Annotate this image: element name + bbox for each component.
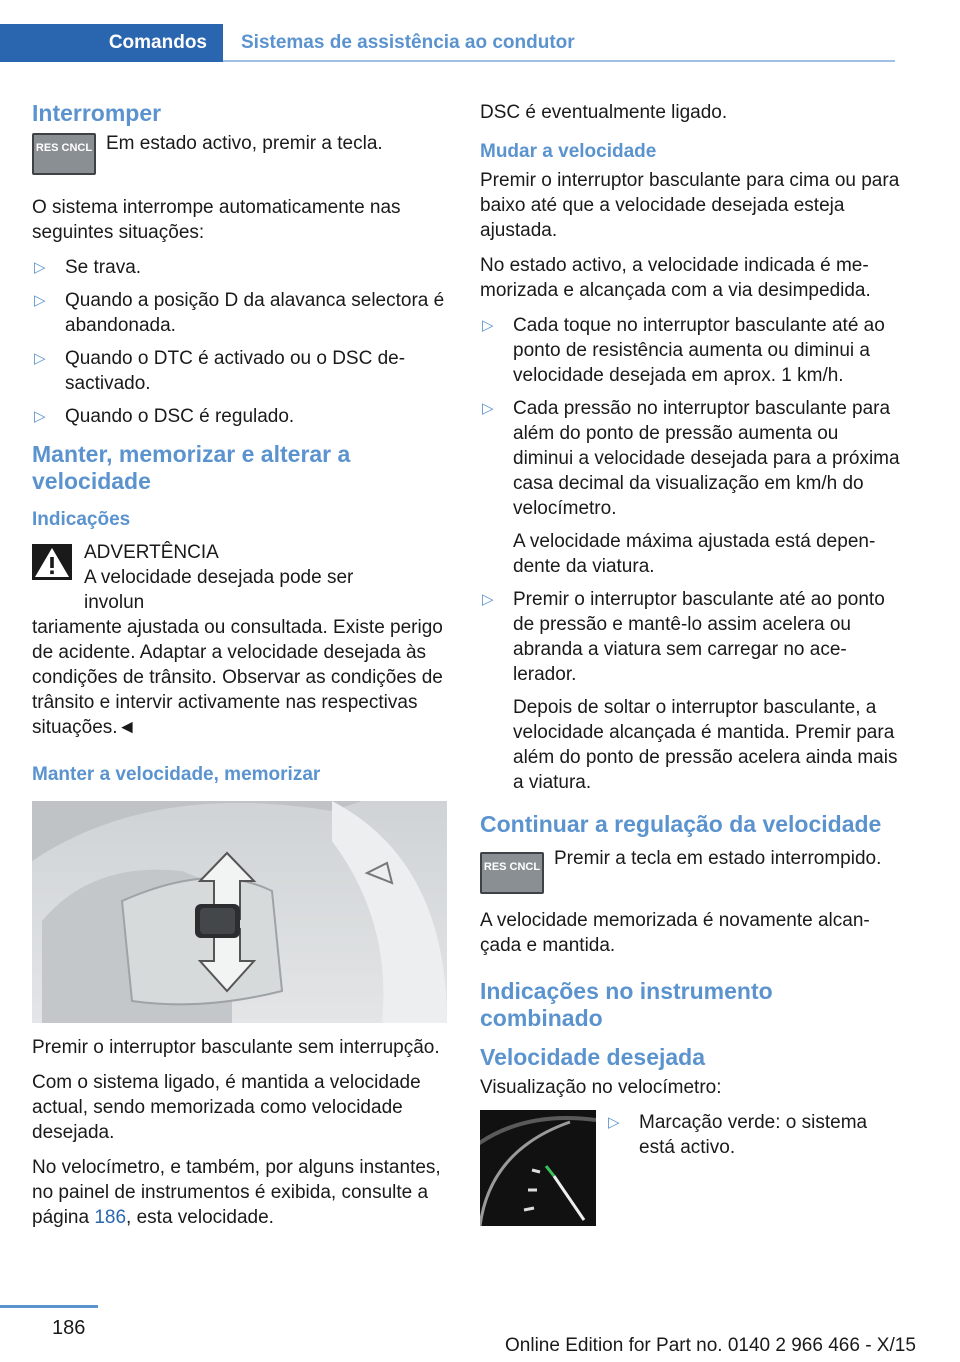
bullet-triangle-icon: ▷ <box>34 408 46 425</box>
interromper-list <box>32 255 450 429</box>
left-column <box>32 100 450 1240</box>
list-item: ▷ Quando a posição D da alavanca selectora é abandonada. <box>34 290 445 336</box>
heading-mudar: Mudar a velocidade <box>480 141 657 162</box>
warning-title: ADVERTÊNCIA <box>84 542 219 563</box>
bullet-triangle-icon: ▷ <box>34 292 46 309</box>
heading-interromper: Interromper <box>32 100 162 126</box>
mudar-p2: No estado activo, a velocidade indicada é memorizada e alcançada com a via desimpedida. <box>480 255 871 301</box>
bullet-triangle-icon: ▷ <box>34 259 46 276</box>
page-number-rule <box>0 1305 98 1308</box>
speedometer-image <box>480 1110 596 1226</box>
list-item: ▷ Marcação verde: o sistema está activo. <box>608 1112 868 1158</box>
visualizacao-text: Visualização no velocímetro: <box>480 1077 722 1098</box>
warning-triangle-icon <box>32 544 72 580</box>
key-instruction: Em estado activo, premir a tecla. <box>106 133 383 154</box>
bullet-triangle-icon: ▷ <box>608 1114 620 1131</box>
page-link[interactable]: 186 <box>94 1207 127 1228</box>
heading-velocidade-desejada: Velocidade desejada <box>480 1044 706 1070</box>
heading-continuar: Continuar a regulação da velocidade <box>480 811 882 837</box>
list-item: ▷ Quando o DSC é regulado. <box>34 406 295 427</box>
warning-block <box>32 540 450 740</box>
heading-manter-velocidade: Manter a velocidade, memorizar <box>32 764 321 785</box>
dsc-text: DSC é eventualmente ligado. <box>480 102 728 123</box>
list-item: ▷ Cada toque no interruptor basculante até ao ponto de resistência aumenta ou diminui a velocidade desejada em aprox. 1 km/h. <box>482 315 885 386</box>
section-tab[interactable]: Comandos <box>0 24 223 62</box>
bullet-triangle-icon: ▷ <box>34 350 46 367</box>
warning-text: A velocidade desejada pode ser involun tariamente ajustada ou consultada. Existe perigo de acidente. Adaptar a velocidade desejada às condições de trânsito. Observar as condições de trânsito e intervir activamente nas respectivas situações.◄ <box>32 567 443 738</box>
bullet-triangle-icon: ▷ <box>482 591 494 608</box>
chapter-tab[interactable]: Sistemas de assistência ao condutor <box>223 24 895 62</box>
continuar-p1: A velocidade memorizada é novamente alcançada e mantida. <box>480 910 870 956</box>
res-cncl-key-icon: RES CNCL <box>480 852 544 894</box>
res-cncl-key-row <box>480 846 900 896</box>
bullet-triangle-icon: ▷ <box>482 317 494 334</box>
key-instruction: Premir a tecla em estado interrompido. <box>554 848 882 869</box>
list-item: ▷ Premir o interruptor basculante até ao ponto de pressão e mantê-lo assim acelera ou abranda a viatura sem carregar no acelerador. Depois de soltar o interruptor basculante, a velocidade alcançada é mantida. Premir para além do ponto de pressão acelera ainda mais a viatura. <box>482 589 898 793</box>
bullet-triangle-icon: ▷ <box>482 400 494 417</box>
res-cncl-key-icon: RES CNCL <box>32 133 96 175</box>
mudar-p1: Premir o interruptor basculante para cima ou para baixo até que a velocidade desejada esteja ajustada. <box>480 170 900 241</box>
gauge-row <box>480 1110 900 1230</box>
heading-manter: Manter, memorizar e alterar a velocidade <box>32 441 351 494</box>
list-item: ▷ Cada pressão no interruptor basculante para além do ponto de pressão aumenta ou diminui a velocidade desejada para a próxima casa decimal da visualização em km/h do velocímetro. A velocidade máxima ajustada está dependente da viatura. <box>482 398 900 577</box>
manter-p3: No velocímetro, e também, por alguns instantes, no painel de instrumentos é exibida, consulte a página 186, esta velocidade. <box>32 1157 441 1228</box>
manter-p1: Premir o interruptor basculante sem interrupção. <box>32 1037 440 1058</box>
heading-indicacoes-instrumento: Indicações no instrumento combinado <box>480 978 773 1031</box>
list-item: ▷ Se trava. <box>34 257 142 278</box>
manter-p2: Com o sistema ligado, é mantida a velocidade actual, sendo memorizada como velocidade desejada. <box>32 1072 421 1143</box>
page-header <box>0 24 895 62</box>
steering-wheel-rocker-switch-image <box>32 801 447 1023</box>
edition-text: Online Edition for Part no. 0140 2 966 466 - X/15 <box>505 1335 916 1356</box>
interromper-intro: O sistema interrompe automaticamente nas seguintes situações: <box>32 197 401 243</box>
page-number: 186 <box>52 1317 86 1339</box>
heading-indicacoes: Indicações <box>32 509 131 530</box>
res-cncl-key-row <box>32 127 450 177</box>
indicacoes-list <box>606 1110 900 1168</box>
list-item: ▷ Quando o DTC é activado ou o DSC desactivado. <box>34 348 406 394</box>
right-column <box>480 100 900 1230</box>
mudar-list <box>480 313 900 795</box>
